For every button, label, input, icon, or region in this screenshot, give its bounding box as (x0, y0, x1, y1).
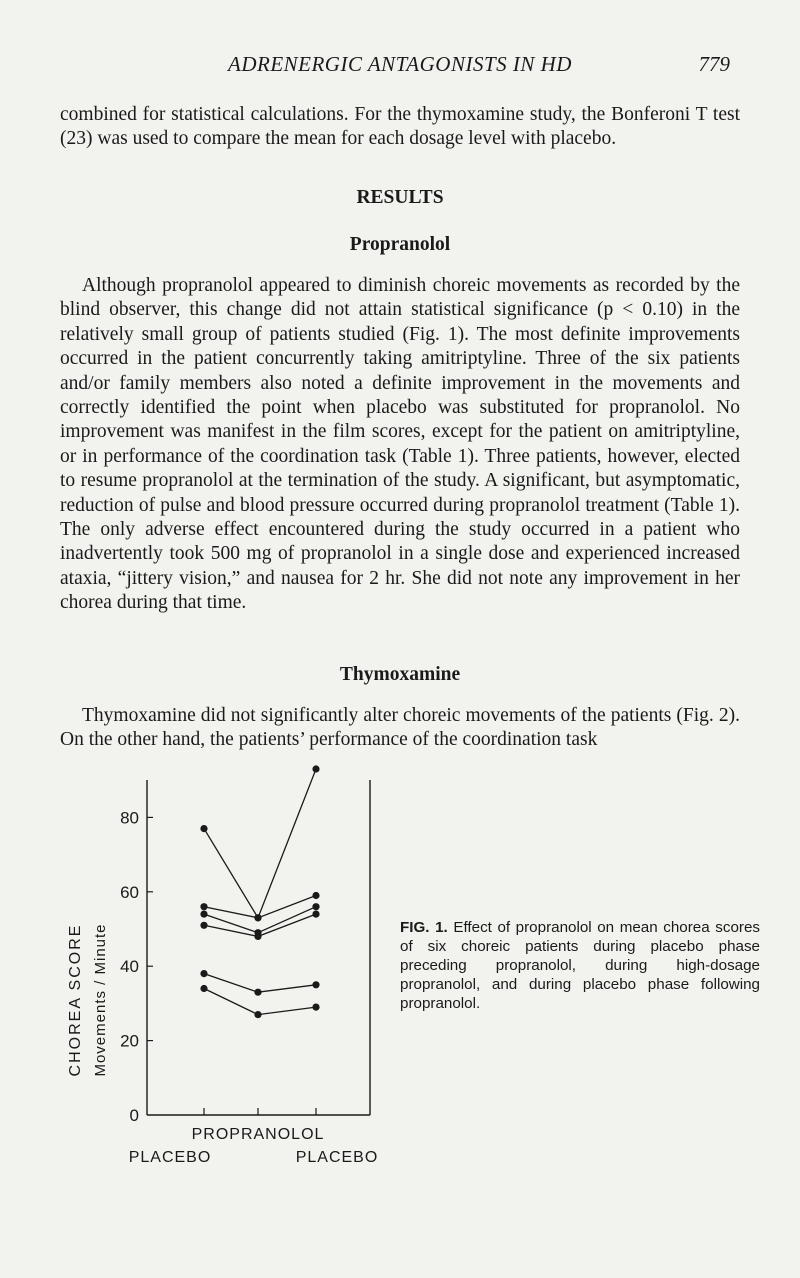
data-point-s4-0 (200, 922, 207, 929)
data-point-s5-2 (312, 981, 319, 988)
data-point-s5-0 (200, 970, 207, 977)
data-point-s6-2 (312, 1004, 319, 1011)
x-label-placebo-before: PLACEBO (128, 1149, 212, 1166)
chart-frame (147, 780, 370, 1115)
data-point-s6-0 (200, 985, 207, 992)
data-points (200, 765, 319, 1018)
y-tick-label-20: 20 (120, 1031, 139, 1051)
y-tick-label-60: 60 (120, 882, 139, 902)
series-line-1 (204, 769, 316, 918)
propranolol-paragraph-block (60, 274, 740, 616)
y-tick-label-80: 80 (120, 808, 139, 828)
y-tick-label-40: 40 (120, 957, 139, 977)
data-point-s2-1 (254, 914, 261, 921)
data-point-s6-1 (254, 1011, 261, 1018)
data-point-s4-2 (312, 911, 319, 918)
caption-text: Effect of propranolol on mean chorea scores of six choreic patients during placebo phase preceding propranolol, during high-dosage propranolol, and during placebo phase following propranolol. (400, 919, 760, 1012)
figure-1-caption (400, 918, 760, 1013)
thymoxamine-paragraph: Thymoxamine did not significantly alter choreic movements of the patients (Fig. 2). On the other hand, the patients’ performance of the coordination task (60, 705, 740, 751)
thymoxamine-heading: Thymoxamine (339, 664, 461, 685)
figure-1-chart (50, 750, 390, 1170)
results-heading: RESULTS (356, 187, 444, 208)
data-point-s2-0 (200, 903, 207, 910)
propranolol-paragraph: Although propranolol appeared to diminish choreic movements as recorded by the blind observer, this change did not attain statistical significance (p < 0.10) in the relatively small group of patients studied (Fig. 1). The most definite improvements occurred in the patient concurrently taking amitriptyline. Three of the six patients and/or family members also noted a definite improvement in the movements and correctly identified the point when placebo was substituted for propranolol. No improvement was manifest in the film scores, except for the patient on amitriptyline, or in performance of the coordination task (Table 1). Three patients, however, elected to resume propranolol at the termination of the study. A significant, but asymptomatic, reduction of pulse and blood pressure occurred during propranolol treatment (Table 1). The only adverse effect encountered during the study occurred in a patient who inadvertently took 500 mg of propranolol in a single dose and experienced increased ataxia, “jittery vision,” and nausea for 2 hr. She did not note any improvement in her chorea during that time. (60, 275, 740, 614)
page-number: 779 (698, 52, 730, 76)
data-point-s1-2 (312, 765, 319, 772)
data-point-s1-0 (200, 825, 207, 832)
data-point-s5-1 (254, 989, 261, 996)
y-tick-label-0: 0 (129, 1106, 139, 1125)
y-axis-subtitle: Movements / Minute (92, 923, 109, 1077)
intro-paragraph: combined for statistical calculations. For the thymoxamine study, the Bonferoni T test (23) was used to compare the mean for each dosage level with placebo. (60, 104, 740, 150)
running-head (0, 52, 800, 82)
series-lines (204, 769, 316, 1015)
propranolol-heading: Propranolol (349, 234, 451, 255)
figure-1 (50, 750, 390, 1170)
intro-paragraph-block (60, 103, 740, 152)
y-axis-ticks (120, 808, 153, 1125)
data-point-s3-2 (312, 903, 319, 910)
data-point-s4-1 (254, 933, 261, 940)
caption-label: FIG. 1. (400, 919, 448, 936)
x-label-propranolol: PROPRANOLOL (191, 1126, 325, 1143)
y-axis-title: CHOREA SCORE (67, 923, 84, 1077)
thymoxamine-paragraph-block (60, 704, 740, 753)
x-label-placebo-after: PLACEBO (295, 1149, 379, 1166)
running-title: ADRENERGIC ANTAGONISTS IN HD (228, 52, 572, 76)
data-point-s3-0 (200, 911, 207, 918)
data-point-s2-2 (312, 892, 319, 899)
